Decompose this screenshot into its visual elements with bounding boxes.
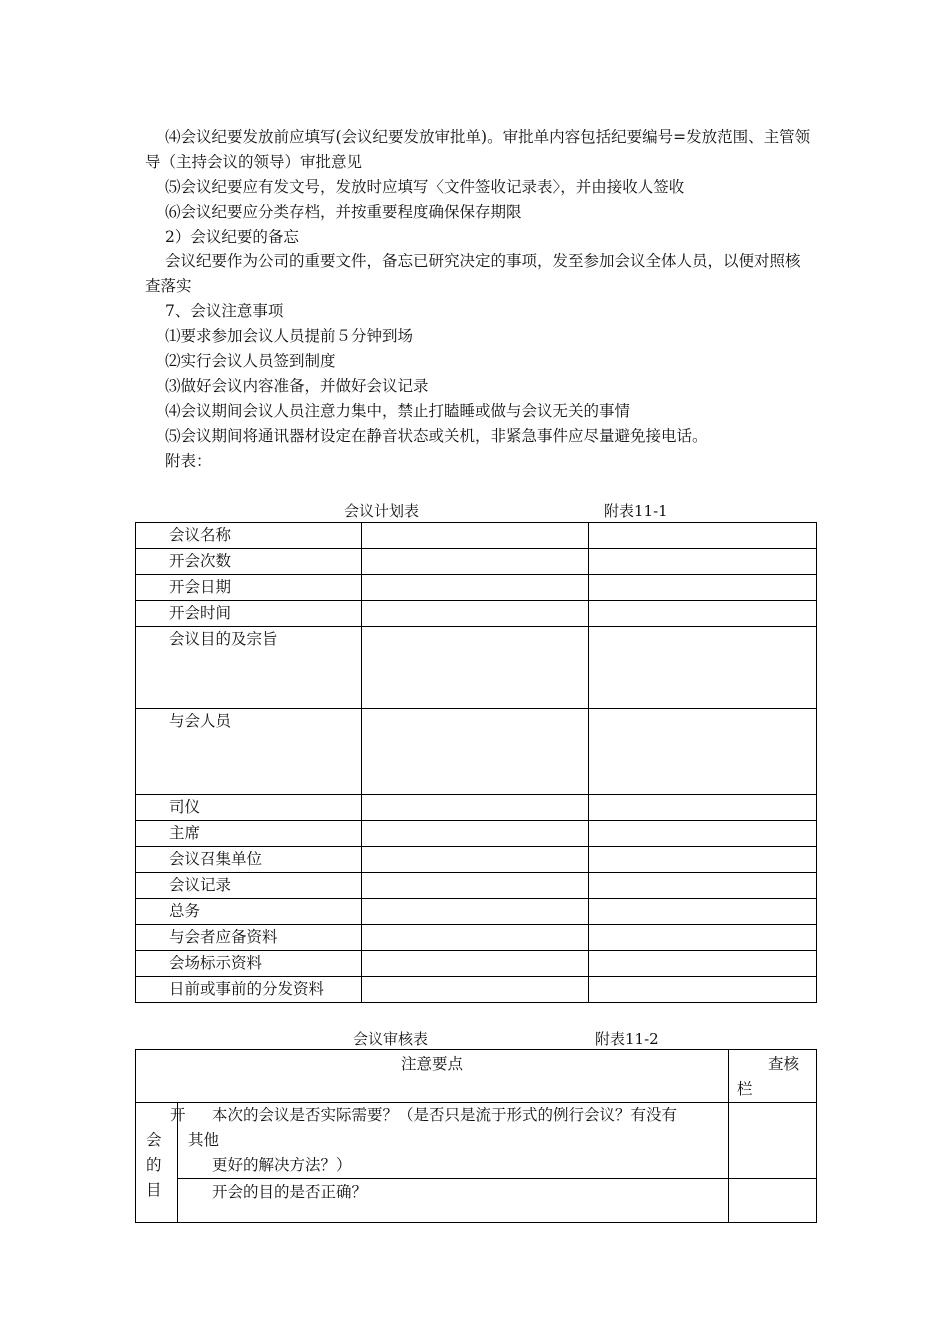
plan-cell[interactable] (589, 795, 817, 821)
table2-ref: 附表11-2 (595, 1030, 659, 1048)
plan-row-label: 司仪 (136, 795, 362, 821)
plan-row-label: 开会时间 (136, 601, 362, 627)
group-char: 会 (146, 1131, 162, 1149)
plan-cell[interactable] (362, 601, 589, 627)
plan-cell[interactable] (589, 549, 817, 575)
plan-row-label: 开会次数 (136, 549, 362, 575)
plan-row-label: 会议召集单位 (136, 847, 362, 873)
points-header (136, 1050, 729, 1103)
plan-cell[interactable] (362, 977, 589, 1003)
note-5: ⑸会议期间将通讯器材设定在静音状态或关机，非紧急事件应尽量避免接电话。 (165, 427, 708, 445)
plan-cell[interactable] (362, 821, 589, 847)
note-4: ⑷会议期间会议人员注意力集中，禁止打瞌睡或做与会议无关的事情 (165, 402, 631, 420)
plan-cell[interactable] (589, 951, 817, 977)
review-point-line: 本次的会议是否实际需要？（是否只是流于形式的例行会议？有没有 (212, 1106, 678, 1124)
plan-cell[interactable] (589, 925, 817, 951)
table1-ref: 附表11-1 (604, 502, 668, 520)
plan-row-label: 会场标示资料 (136, 951, 362, 977)
group-char: 目 (146, 1181, 162, 1199)
plan-row-label: 会议目的及宗旨 (136, 627, 362, 709)
plan-row-label: 会议名称 (136, 523, 362, 549)
plan-cell[interactable] (589, 627, 817, 709)
plan-row-label: 日前或事前的分发资料 (136, 977, 362, 1003)
note-1: ⑴要求参加会议人员提前５分钟到场 (165, 327, 414, 345)
plan-cell[interactable] (362, 523, 589, 549)
check-cell[interactable] (729, 1179, 817, 1223)
table1-title: 会议计划表 (344, 502, 420, 520)
plan-cell[interactable] (589, 899, 817, 925)
plan-cell[interactable] (362, 795, 589, 821)
section-heading-minutes-memo: 2）会议纪要的备忘 (165, 228, 299, 246)
check-header-line2: 栏 (737, 1080, 753, 1098)
plan-row-label: 与会人员 (136, 709, 362, 795)
plan-cell[interactable] (589, 601, 817, 627)
group-char: 的 (146, 1156, 162, 1174)
plan-cell[interactable] (589, 523, 817, 549)
review-point-line: 其他 (188, 1131, 220, 1149)
paragraph-memo: 会议纪要作为公司的重要文件，备忘已研究决定的事项，发至参加会议全体人员，以便对照核查落实 (145, 252, 801, 295)
plan-row-label: 主席 (136, 821, 362, 847)
note-3: ⑶做好会议内容准备，并做好会议记录 (165, 377, 429, 395)
paragraph-4: ⑷会议纪要发放前应填写(会议纪要发放审批单)。审批单内容包括纪要编号=发放范围、主管领导（主持会议的领导）审批意见 (145, 128, 811, 171)
plan-cell[interactable] (362, 899, 589, 925)
plan-cell[interactable] (589, 821, 817, 847)
plan-row-label: 总务 (136, 899, 362, 925)
plan-cell[interactable] (362, 951, 589, 977)
plan-cell[interactable] (589, 977, 817, 1003)
paragraph-5: ⑸会议纪要应有发文号，发放时应填写〈文件签收记录表〉，并由接收人签收 (165, 178, 685, 196)
plan-row-label: 与会者应备资料 (136, 925, 362, 951)
plan-row-label: 开会日期 (136, 575, 362, 601)
check-header-line1: 查核 (768, 1055, 800, 1073)
plan-cell[interactable] (589, 873, 817, 899)
table2-title: 会议审核表 (353, 1030, 429, 1048)
group-purpose-label (136, 1103, 186, 1223)
plan-cell[interactable] (362, 709, 589, 795)
group-char-first: 开 (170, 1106, 186, 1124)
meeting-plan-table (135, 522, 817, 1003)
review-point-line: 开会的目的是否正确？ (212, 1183, 368, 1201)
plan-cell[interactable] (589, 847, 817, 873)
review-point (178, 1103, 729, 1179)
plan-cell[interactable] (589, 709, 817, 795)
review-point-line: 更好的解决方法？） (212, 1156, 352, 1174)
paragraph-6: ⑹会议纪要应分类存档，并按重要程度确保保存期限 (165, 203, 522, 221)
note-2: ⑵实行会议人员签到制度 (165, 352, 336, 370)
check-cell[interactable] (729, 1103, 817, 1179)
section-heading-notes: 7、会议注意事项 (165, 302, 284, 320)
appendix-label: 附表： (165, 452, 212, 470)
meeting-review-table (135, 1049, 817, 1223)
check-header (729, 1050, 817, 1103)
review-point (178, 1179, 729, 1223)
plan-cell[interactable] (362, 549, 589, 575)
plan-cell[interactable] (362, 575, 589, 601)
plan-cell[interactable] (362, 847, 589, 873)
plan-cell[interactable] (362, 627, 589, 709)
plan-cell[interactable] (589, 575, 817, 601)
plan-cell[interactable] (362, 873, 589, 899)
points-header-label: 注意要点 (401, 1055, 464, 1073)
plan-row-label: 会议记录 (136, 873, 362, 899)
plan-cell[interactable] (362, 925, 589, 951)
